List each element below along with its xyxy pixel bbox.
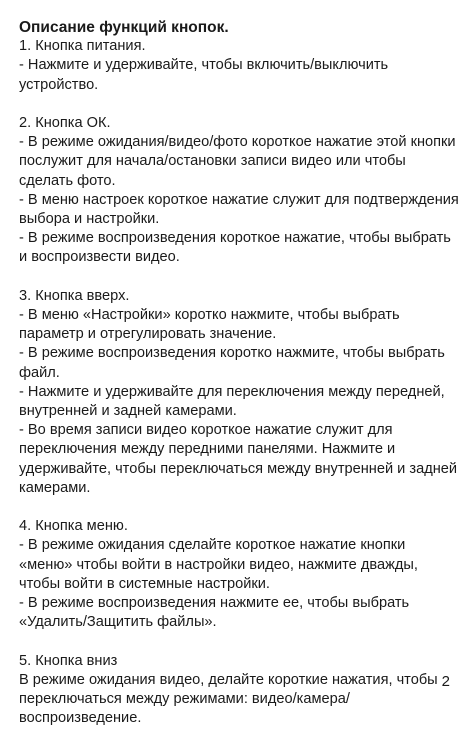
section-down-button bbox=[19, 652, 459, 729]
section-heading: 1. Кнопка питания. bbox=[19, 38, 146, 55]
section-line: - Нажмите и удерживайте для переключения между передней, внутренней и задней камерами. bbox=[19, 383, 445, 420]
section-line: - В режиме воспроизведения коротко нажмите, чтобы выбрать файл. bbox=[19, 345, 445, 381]
section-line: - В режиме ожидания сделайте короткое нажатие кнопки «меню» чтобы войти в настройки видео, нажмите дважды, чтобы войти в системные настройки. bbox=[19, 537, 418, 592]
document-title: Описание функций кнопок. bbox=[19, 19, 229, 36]
section-line: - В меню настроек короткое нажатие служит для подтверждения выбора и настройки. bbox=[19, 191, 459, 228]
section-up-button bbox=[19, 287, 459, 498]
section-heading: 3. Кнопка вверх. bbox=[19, 287, 130, 304]
section-menu-button bbox=[19, 517, 459, 632]
section-line: - Во время записи видео короткое нажатие служит для переключения между передними панелями. Нажмите и удерживайте, чтобы переключаться между внутренней и задней камерами. bbox=[19, 422, 458, 496]
section-line: - В режиме воспроизведения нажмите ее, чтобы выбрать «Удалить/Защитить файлы». bbox=[19, 595, 410, 631]
section-line: - В режиме ожидания/видео/фото короткое нажатие этой кнопки послужит для начала/остановки записи видео или чтобы сделать фото. bbox=[19, 134, 456, 189]
section-line: - В меню «Настройки» коротко нажмите, чтобы выбрать параметр и отрегулировать значение. bbox=[19, 307, 400, 343]
document-body bbox=[19, 18, 459, 748]
section-line: - В режиме воспроизведения короткое нажатие, чтобы выбрать и воспроизвести видео. bbox=[19, 230, 451, 266]
section-heading: 4. Кнопка меню. bbox=[19, 518, 128, 535]
section-line: - Нажмите и удерживайте, чтобы включить/выключить устройство. bbox=[19, 57, 389, 93]
section-line: В режиме ожидания видео, делайте короткие нажатия, чтобы переключаться между режимами: видео/камера/воспроизведение. bbox=[19, 671, 438, 727]
section-power-button bbox=[19, 37, 459, 95]
page-number: 2 bbox=[441, 673, 450, 690]
section-heading: 2. Кнопка ОК. bbox=[19, 115, 111, 131]
section-ok-button bbox=[19, 114, 459, 268]
section-heading: 5. Кнопка вниз bbox=[19, 652, 118, 669]
